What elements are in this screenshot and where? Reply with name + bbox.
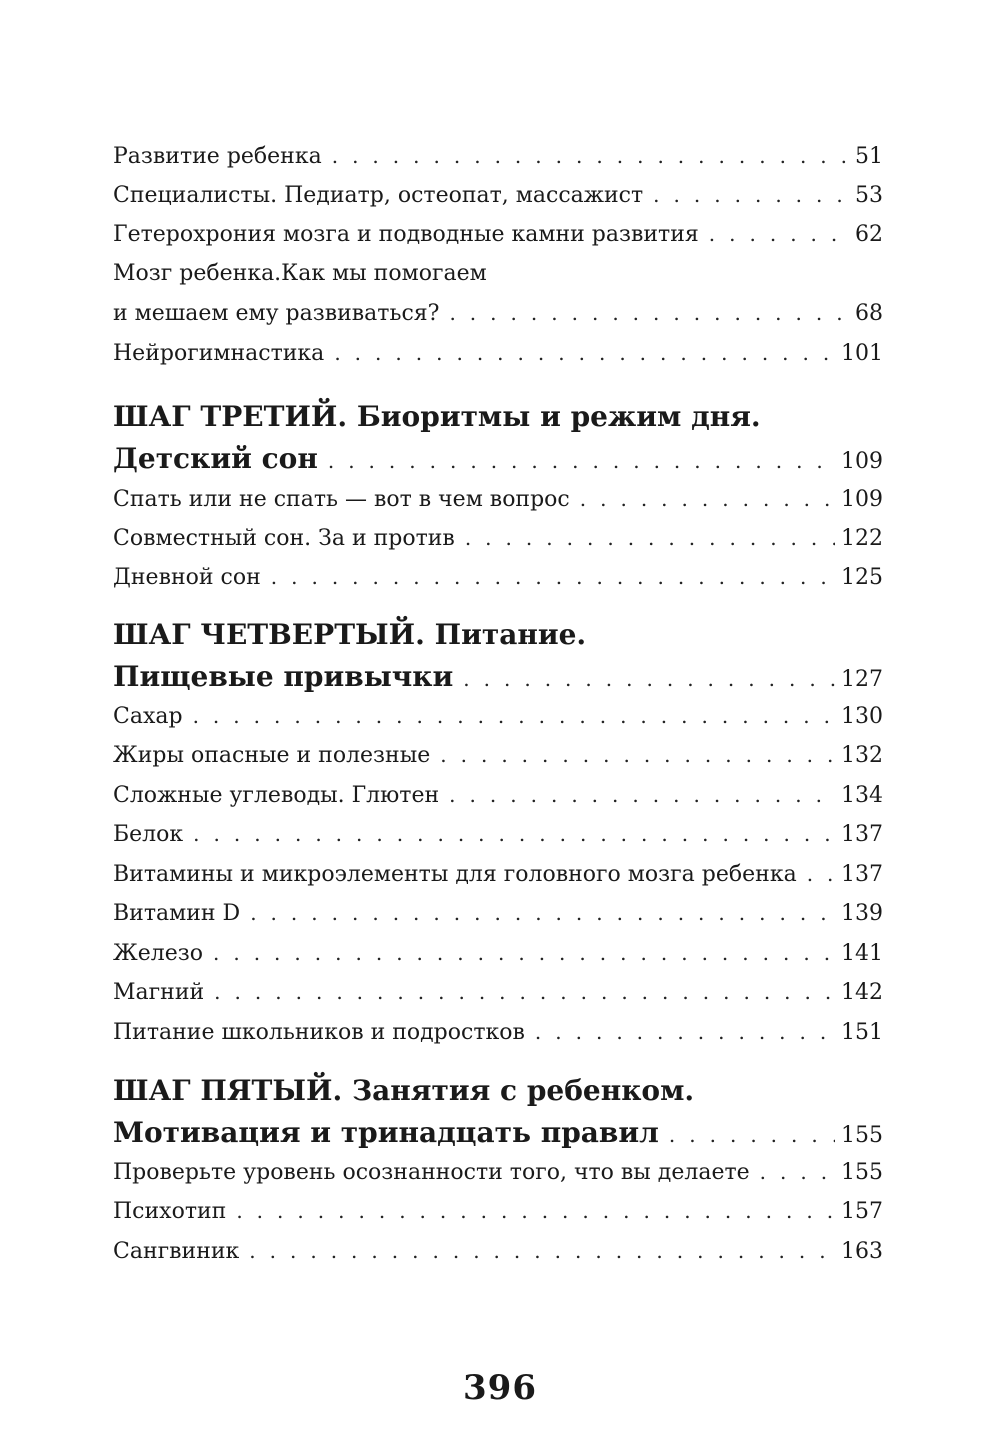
toc-entry-title: Жиры опасные и полезные xyxy=(113,743,431,768)
toc-entry-title: Проверьте уровень осознанности того, что вы делаете xyxy=(113,1160,750,1185)
toc-entry xyxy=(113,741,883,770)
toc-entry xyxy=(113,1237,883,1266)
leader-dots xyxy=(797,860,835,888)
toc-entry xyxy=(113,339,883,368)
toc-entry-title: Спать или не спать — вот в чем вопрос xyxy=(113,487,570,512)
leader-dots xyxy=(453,662,835,696)
leader-dots xyxy=(439,781,835,809)
toc-entry-page: 53 xyxy=(855,183,883,208)
toc-entry-title: Специалисты. Педиатр, остеопат, массажист xyxy=(113,183,644,208)
toc-entry-title: Детский сон xyxy=(113,442,318,475)
toc-entry xyxy=(113,1158,883,1187)
toc-entry-page: 130 xyxy=(841,704,883,729)
toc-entry-page: 125 xyxy=(841,565,883,590)
toc-entry-page: 101 xyxy=(841,341,883,366)
toc-entry-page: 151 xyxy=(841,1020,883,1045)
toc-entry-page: 141 xyxy=(841,941,883,966)
leader-dots xyxy=(183,820,835,848)
toc-entry xyxy=(113,181,883,210)
leader-dots xyxy=(261,563,835,591)
toc-entry xyxy=(113,220,883,249)
toc-entry xyxy=(113,260,883,288)
leader-dots xyxy=(203,939,835,967)
leader-dots xyxy=(324,339,835,367)
toc-entry xyxy=(113,1018,883,1047)
toc-entry-title: Магний xyxy=(113,980,205,1005)
toc-entry xyxy=(113,299,883,328)
leader-dots xyxy=(204,978,835,1006)
toc-entry xyxy=(113,860,883,889)
leader-dots xyxy=(570,485,835,513)
toc-entry-title: Совместный сон. За и против xyxy=(113,526,455,551)
leader-dots xyxy=(183,702,835,730)
leader-dots xyxy=(226,1197,835,1225)
toc-entry-page: 132 xyxy=(841,743,883,768)
toc-entry-title: Железо xyxy=(113,941,203,966)
toc-entry xyxy=(113,563,883,592)
toc-entry xyxy=(113,142,883,171)
section-heading: ШАГ ПЯТЫЙ. Занятия с ребенком. xyxy=(113,1074,695,1107)
toc-entry xyxy=(113,899,883,928)
toc-entry-title: Нейрогимнастика xyxy=(113,341,325,366)
toc-entry-section xyxy=(113,660,883,697)
toc-entry-title: Мотивация и тринадцать правил xyxy=(113,1116,659,1149)
toc-entry-page: 142 xyxy=(841,980,883,1005)
toc-entry-page: 127 xyxy=(841,667,883,692)
toc-entry-section xyxy=(113,1116,883,1153)
toc-entry-page: 137 xyxy=(841,822,883,847)
toc-entry-title: Сангвиник xyxy=(113,1239,240,1264)
toc-entry xyxy=(113,781,883,810)
section-heading: ШАГ ТРЕТИЙ. Биоритмы и режим дня. xyxy=(113,400,761,433)
toc-entry xyxy=(113,702,883,731)
leader-dots xyxy=(322,142,849,170)
leader-dots xyxy=(659,1118,835,1152)
toc-entry-page: 155 xyxy=(841,1123,883,1148)
section-heading: ШАГ ЧЕТВЕРТЫЙ. Питание. xyxy=(113,618,587,651)
toc-entry xyxy=(113,939,883,968)
toc-entry-page: 109 xyxy=(841,449,883,474)
toc-entry-title: Пищевые привычки xyxy=(113,660,454,693)
toc-entry-title: Развитие ребенка xyxy=(113,144,322,169)
toc-entry-title: и мешаем ему развиваться? xyxy=(113,301,440,326)
leader-dots xyxy=(239,1237,835,1265)
leader-dots xyxy=(699,220,849,248)
toc-entry-page: 51 xyxy=(855,144,883,169)
leader-dots xyxy=(525,1018,835,1046)
toc-entry-title: Питание школьников и подростков xyxy=(113,1020,525,1045)
leader-dots xyxy=(240,899,835,927)
toc-entry-page: 137 xyxy=(841,862,883,887)
toc-entry-title: Дневной сон xyxy=(113,565,261,590)
toc-entry-title: Витамины и микроэлементы для головного мозга ребенка xyxy=(113,862,797,887)
toc-entry-title: Сложные углеводы. Глютен xyxy=(113,783,440,808)
leader-dots xyxy=(643,181,849,209)
toc-entry-page: 68 xyxy=(855,301,883,326)
leader-dots xyxy=(430,741,835,769)
toc-entry-page: 134 xyxy=(841,783,883,808)
leader-dots xyxy=(439,299,849,327)
toc-entry-title: Сахар xyxy=(113,704,183,729)
toc-entry-title: Белок xyxy=(113,822,184,847)
leader-dots xyxy=(750,1158,835,1186)
leader-dots xyxy=(455,524,835,552)
leader-dots xyxy=(318,444,835,478)
toc-entry-title: Гетерохрония мозга и подводные камни развития xyxy=(113,222,699,247)
toc-entry xyxy=(113,524,883,553)
toc-entry-page: 155 xyxy=(841,1160,883,1185)
toc-entry-page: 157 xyxy=(841,1199,883,1224)
toc-entry xyxy=(113,978,883,1007)
toc-entry-page: 163 xyxy=(841,1239,883,1264)
toc-entry-title: Психотип xyxy=(113,1199,227,1224)
toc-entry-title: Витамин D xyxy=(113,901,241,926)
toc-entry-page: 109 xyxy=(841,487,883,512)
toc-entry-title: Мозг ребенка.Как мы помогаем xyxy=(113,261,487,286)
toc-entry xyxy=(113,485,883,514)
toc-entry-page: 139 xyxy=(841,901,883,926)
toc-entry-page: 62 xyxy=(855,222,883,247)
toc-entry-section xyxy=(113,442,883,479)
toc-entry-page: 122 xyxy=(841,526,883,551)
toc-entry xyxy=(113,820,883,849)
toc-entry xyxy=(113,1197,883,1226)
page-number: 396 xyxy=(463,1368,537,1408)
